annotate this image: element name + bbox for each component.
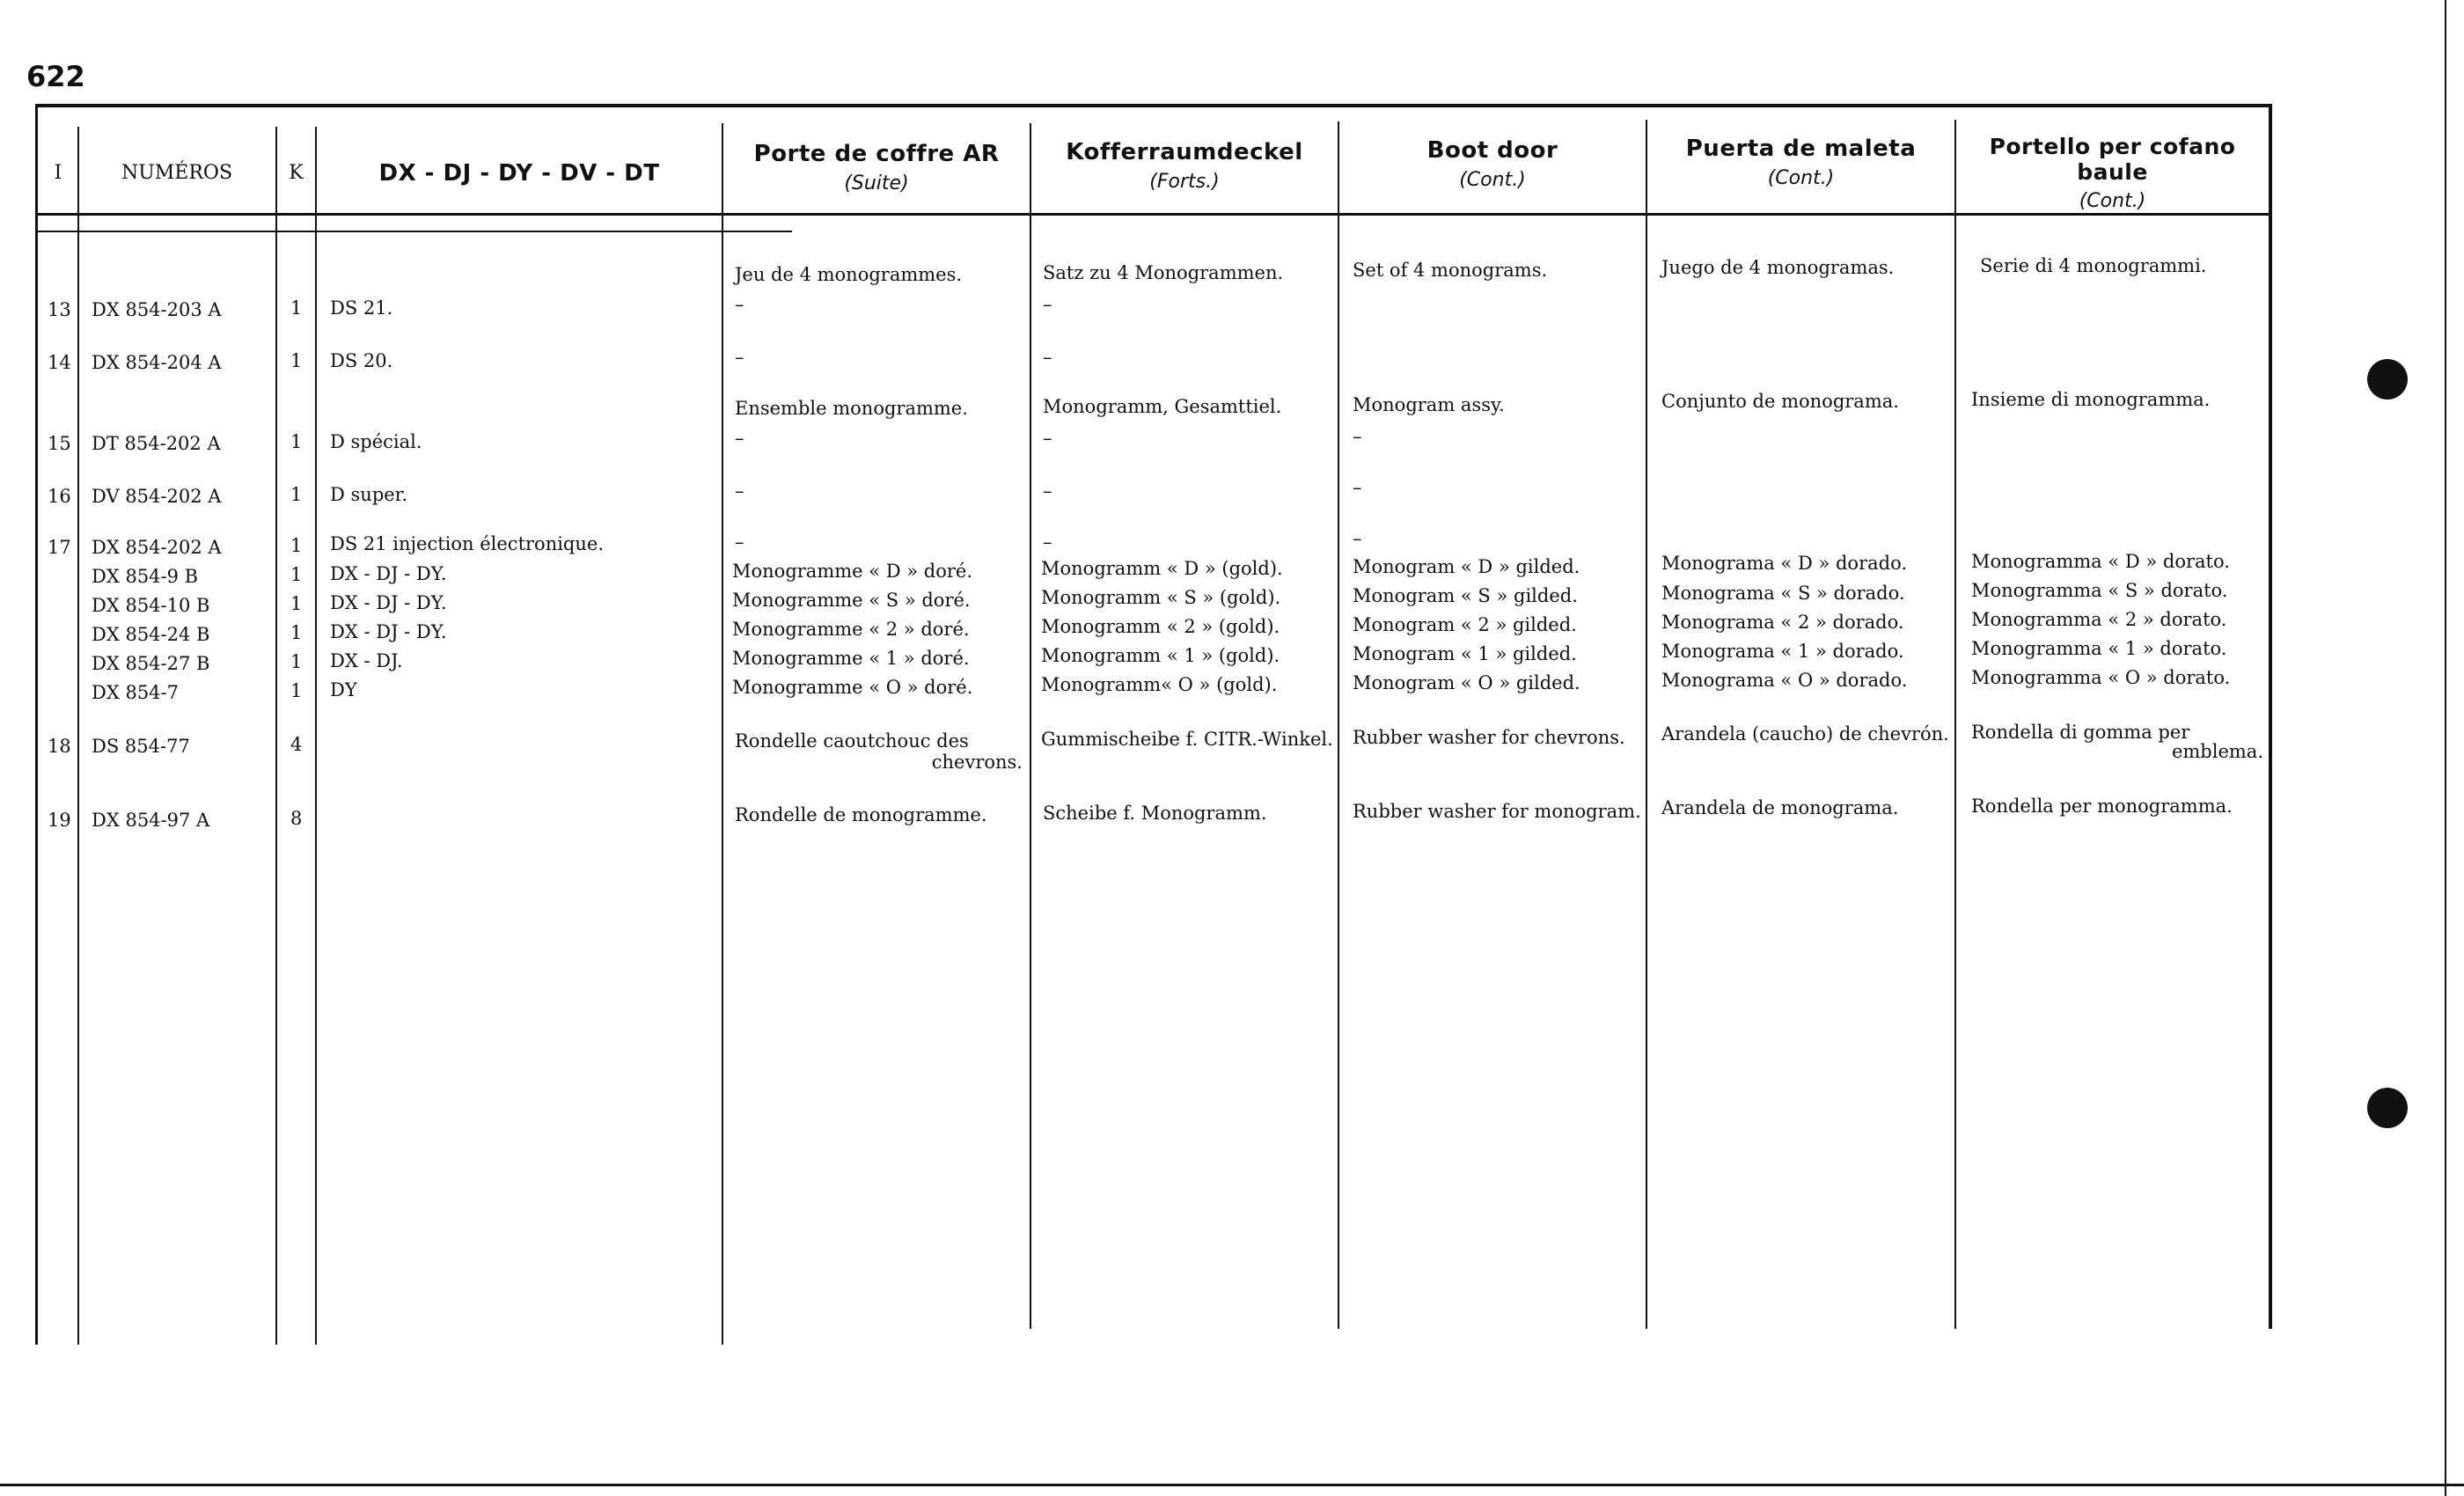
cell-en: – [1353,426,1362,447]
header-lang-de-title: Kofferraumdeckel [1066,139,1303,165]
col-divider-es [1954,120,1956,1329]
col-divider-index [77,127,79,1345]
cell-en: – [1353,528,1362,549]
table-top-rule [35,104,2270,107]
header-lang-es-sub: (Cont.) [1767,167,1835,189]
cell-qty: 1 [290,651,303,672]
cell-model: DS 21. [330,297,393,319]
header-lang-fr [723,141,1030,194]
cell-fr: Rondelle de monogramme. [735,804,987,825]
cell-qty: 1 [290,350,303,371]
header-col-k: K [289,162,304,184]
header-lang-de [1031,139,1338,193]
cell-it: Monogramma « O » dorato. [1971,667,2231,688]
cell-fr: – [735,428,744,449]
punch-hole-bottom [2367,1088,2408,1128]
header-lang-es-title: Puerta de maleta [1685,136,1917,162]
header-lang-es [1647,136,1954,189]
cell-qty: 8 [290,808,303,829]
header-col-index: I [54,162,62,184]
header-lang-fr-sub: (Suite) [844,172,909,194]
header-lang-it-title: Portello per cofano baule [1989,134,2236,185]
cell-index: 15 [48,433,71,454]
cell-es: Arandela (caucho) de chevrón. [1661,723,1949,744]
cell-model: D spécial. [330,431,422,452]
header-lang-en-title: Boot door [1426,137,1558,164]
cell-it: Monogramma « 1 » dorato. [1971,638,2227,659]
cell-de: – [1043,428,1052,449]
cell-es: Monograma « S » dorado. [1661,583,1905,604]
cell-en: – [1353,477,1362,498]
cell-part-number: DT 854-202 A [92,433,221,454]
cell-it: Serie di 4 monogrammi. [1980,255,2207,276]
body-top-rule [35,231,792,232]
cell-index: 19 [48,810,71,831]
col-divider-left [35,104,38,1345]
cell-fr: Monogramme « O » doré. [732,677,973,698]
cell-fr: Monogramme « D » doré. [732,561,973,582]
col-divider-en [1646,120,1647,1329]
cell-part-number: DS 854-77 [92,736,190,757]
cell-part-number: DX 854-202 A [92,537,222,558]
cell-model: DX - DJ - DY. [330,621,447,642]
cell-part-number: DX 854-203 A [92,299,222,320]
cell-part-number: DX 854-204 A [92,352,222,373]
col-divider-right [2269,104,2272,1329]
cell-model: DX - DJ - DY. [330,592,447,613]
cell-en: Monogram « D » gilded. [1353,556,1580,577]
cell-fr: Monogramme « 2 » doré. [732,619,970,640]
col-divider-k [315,127,317,1345]
cell-es: Juego de 4 monogramas. [1661,257,1895,278]
cell-it-continued: emblema. [2171,741,2263,762]
cell-part-number: DV 854-202 A [92,486,222,507]
cell-index: 18 [48,736,71,757]
cell-en: Monogram « 2 » gilded. [1353,614,1577,635]
cell-qty: 1 [290,593,303,614]
cell-index: 17 [48,537,71,558]
cell-qty: 1 [290,484,303,505]
cell-de: Scheibe f. Monogramm. [1043,803,1267,824]
header-col-models: DX - DJ - DY - DV - DT [378,160,660,187]
cell-de: – [1043,347,1052,368]
cell-en: Rubber washer for monogram. [1353,801,1641,822]
cell-it: Monogramma « S » dorato. [1971,580,2228,601]
cell-fr: Ensemble monogramme. [735,398,968,419]
cell-de: Monogramm « S » (gold). [1041,587,1281,608]
cell-fr: – [735,347,744,368]
cell-es: Conjunto de monograma. [1661,391,1899,412]
cell-part-number: DX 854-97 A [92,810,210,831]
cell-qty: 1 [290,622,303,643]
bottom-rule [0,1484,2464,1486]
cell-es: Monograma « 1 » dorado. [1661,641,1904,662]
cell-en: Set of 4 monograms. [1353,260,1548,281]
header-col-numbers: NUMÉROS [121,162,233,184]
cell-part-number: DX 854-24 B [92,624,210,645]
header-lang-it-sub: (Cont.) [2079,190,2146,212]
col-divider-de [1338,121,1339,1329]
page-edge-rule [2445,0,2446,1496]
cell-de: Monogramm« O » (gold). [1041,674,1278,695]
header-lang-en [1339,137,1646,191]
cell-fr: – [735,532,744,553]
cell-en: Rubber washer for chevrons. [1353,727,1625,748]
cell-part-number: DX 854-9 B [92,566,199,587]
cell-es: Monograma « 2 » dorado. [1661,612,1904,633]
cell-fr: – [735,294,744,315]
cell-fr: Monogramme « S » doré. [732,590,971,611]
cell-de: – [1043,532,1052,553]
cell-fr: Rondelle caoutchouc des [735,730,969,752]
cell-de: Gummischeibe f. CITR.-Winkel. [1041,729,1333,750]
col-divider-numbers [275,127,277,1345]
header-bottom-rule [35,213,2270,216]
cell-fr-continued: chevrons. [931,752,1023,773]
cell-qty: 1 [290,297,303,319]
cell-part-number: DX 854-27 B [92,653,210,674]
cell-es: Monograma « D » dorado. [1661,553,1908,574]
cell-qty: 1 [290,564,303,585]
cell-de: Monogramm « 2 » (gold). [1041,616,1280,637]
cell-de: – [1043,480,1052,502]
cell-it: Monogramma « D » dorato. [1971,551,2230,572]
cell-index: 14 [48,352,71,373]
header-lang-en-sub: (Cont.) [1459,169,1526,191]
cell-index: 13 [48,299,71,320]
cell-en: Monogram « O » gilded. [1353,672,1580,693]
cell-part-number: DX 854-7 [92,682,180,703]
cell-it: Insieme di monogramma. [1971,389,2211,410]
cell-model: DS 20. [330,350,393,371]
cell-model: DS 21 injection électronique. [330,533,605,554]
cell-de: Monogramm « D » (gold). [1041,558,1283,579]
cell-model: DY [330,679,357,700]
cell-fr: Jeu de 4 monogrammes. [735,264,963,285]
cell-it: Rondella per monogramma. [1971,796,2233,817]
cell-de: Monogramm, Gesamttiel. [1043,396,1282,417]
cell-model: D super. [330,484,408,505]
cell-de: Monogramm « 1 » (gold). [1041,645,1280,666]
punch-hole-top [2367,359,2408,400]
cell-en: Monogram « S » gilded. [1353,585,1578,606]
cell-es: Arandela de monograma. [1661,797,1899,818]
cell-qty: 1 [290,431,303,452]
cell-de: Satz zu 4 Monogrammen. [1043,262,1284,283]
cell-it: Monogramma « 2 » dorato. [1971,609,2227,630]
cell-qty: 1 [290,535,303,556]
header-lang-de-sub: (Forts.) [1149,171,1220,193]
header-lang-it [1956,134,2269,212]
header-lang-fr-title: Porte de coffre AR [753,141,1000,167]
cell-es: Monograma « O » dorado. [1661,670,1908,691]
cell-en: Monogram « 1 » gilded. [1353,643,1577,664]
col-divider-fr [1030,123,1031,1329]
col-divider-models [722,123,723,1345]
cell-model: DX - DJ - DY. [330,563,447,584]
cell-fr: – [735,480,744,502]
cell-qty: 4 [290,734,303,755]
cell-fr: Monogramme « 1 » doré. [732,648,970,669]
cell-it: Rondella di gomma per [1971,722,2190,743]
page-number: 622 [26,60,85,93]
cell-en: Monogram assy. [1353,394,1505,415]
cell-qty: 1 [290,680,303,701]
cell-de: – [1043,294,1052,315]
cell-part-number: DX 854-10 B [92,595,210,616]
cell-model: DX - DJ. [330,650,403,671]
cell-index: 16 [48,486,71,507]
